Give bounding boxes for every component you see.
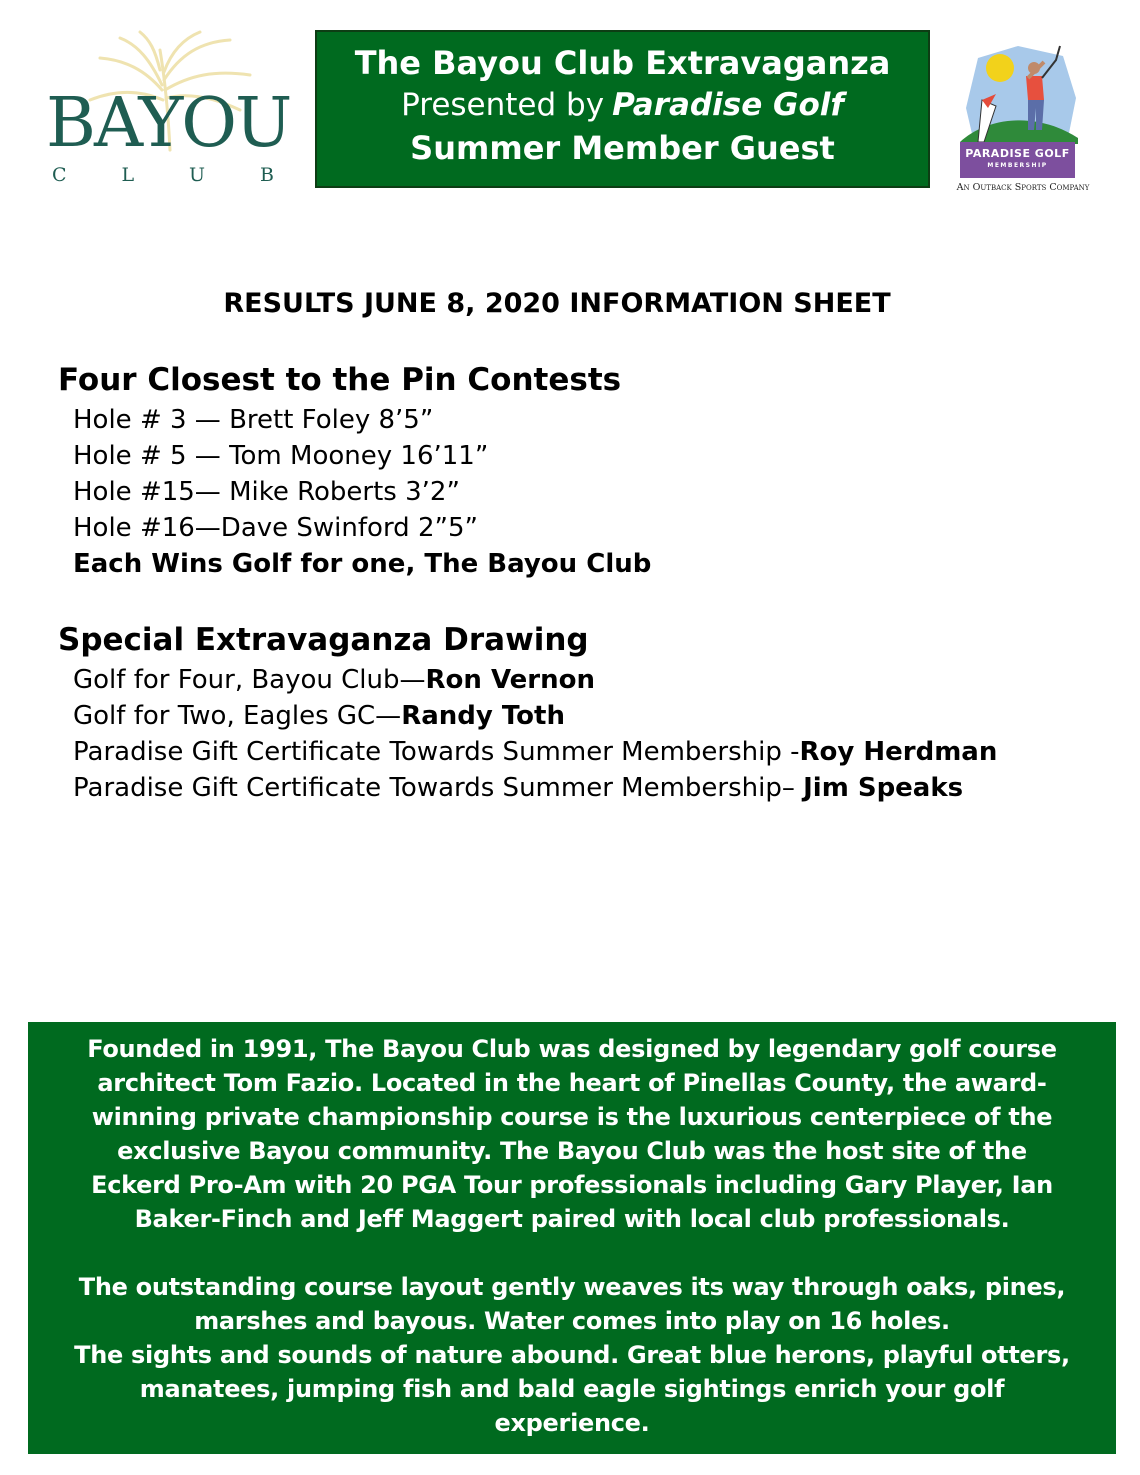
about-line: The sights and sounds of nature abound. Great blue herons, playful otters, xyxy=(74,1341,1070,1369)
sponsor-name: Paradise Golf xyxy=(612,87,844,123)
event-subtitle: Summer Member Guest xyxy=(410,129,835,167)
logo-letter: C xyxy=(52,164,67,186)
drawing-list xyxy=(73,662,997,806)
about-line: architect Tom Fazio. Located in the heart of Pinellas County, the award- xyxy=(97,1069,1047,1097)
badge-subtitle: MEMBERSHIP xyxy=(987,162,1048,169)
list-item: Hole #16—Dave Swinford 2”5” xyxy=(73,513,478,543)
presented-by-label: Presented by xyxy=(401,87,605,123)
winner-name: Jim Speaks xyxy=(803,773,964,803)
bayou-club-letters xyxy=(52,164,274,186)
about-line: Baker-Finch and Jeff Maggert paired with local club professionals. xyxy=(134,1205,1010,1233)
golfer-illustration-icon xyxy=(948,38,1098,148)
list-item xyxy=(73,662,997,698)
about-line: winning private championship course is the luxurious centerpiece of the xyxy=(91,1103,1053,1131)
about-line: experience. xyxy=(494,1409,650,1437)
about-line: The outstanding course layout gently weaves its way through oaks, pines, xyxy=(78,1273,1066,1301)
pin-contests-list xyxy=(73,402,651,582)
results-title: RESULTS JUNE 8, 2020 INFORMATION SHEET xyxy=(223,288,891,319)
prize-label: Golf for Two, Eagles GC— xyxy=(73,701,402,731)
winner-name: Randy Toth xyxy=(401,701,565,731)
about-line: exclusive Bayou community. The Bayou Club was the host site of the xyxy=(117,1137,1027,1165)
presented-by xyxy=(317,84,928,126)
about-line: manatees, jumping fish and bald eagle sightings enrich your golf xyxy=(139,1375,1005,1403)
winner-name: Roy Herdman xyxy=(799,737,998,767)
list-item xyxy=(73,734,997,770)
about-line: Founded in 1991, The Bayou Club was designed by legendary golf course xyxy=(87,1035,1057,1063)
pin-contests-heading: Four Closest to the Pin Contests xyxy=(58,362,622,398)
bayou-club-logo xyxy=(40,30,291,195)
paradise-badge xyxy=(960,142,1075,178)
list-item: Hole # 5 — Tom Mooney 16’11” xyxy=(73,441,489,471)
about-club-box xyxy=(28,1022,1116,1454)
drawing-heading: Special Extravaganza Drawing xyxy=(58,622,589,658)
prize-label: Golf for Four, Bayou Club— xyxy=(73,665,426,695)
paradise-golf-logo xyxy=(948,38,1098,198)
winner-name: Ron Vernon xyxy=(425,665,595,695)
list-item xyxy=(73,770,997,806)
list-item: Hole #15— Mike Roberts 3’2” xyxy=(73,477,460,507)
prize-label: Paradise Gift Certificate Towards Summer Membership - xyxy=(73,737,800,767)
event-title: The Bayou Club Extravaganza xyxy=(354,44,891,82)
logo-letter: B xyxy=(260,164,274,186)
about-line: Eckerd Pro-Am with 20 PGA Tour professionals including Gary Player, Ian xyxy=(91,1171,1053,1199)
prize-label: Paradise Gift Certificate Towards Summer Membership– xyxy=(73,773,804,803)
bayou-wordmark: BAYOU xyxy=(46,84,291,163)
logo-letter: L xyxy=(121,164,135,186)
about-line: marshes and bayous. Water comes into play on 16 holes. xyxy=(194,1307,950,1335)
pin-contests-prize: Each Wins Golf for one, The Bayou Club xyxy=(73,549,652,579)
badge-title: PARADISE GOLF xyxy=(965,147,1070,160)
list-item: Hole # 3 — Brett Foley 8’5” xyxy=(73,405,434,435)
event-banner xyxy=(315,30,930,188)
paradise-tagline: An Outback Sports Company xyxy=(956,182,1090,193)
logo-letter: U xyxy=(189,164,206,186)
list-item xyxy=(73,698,997,734)
